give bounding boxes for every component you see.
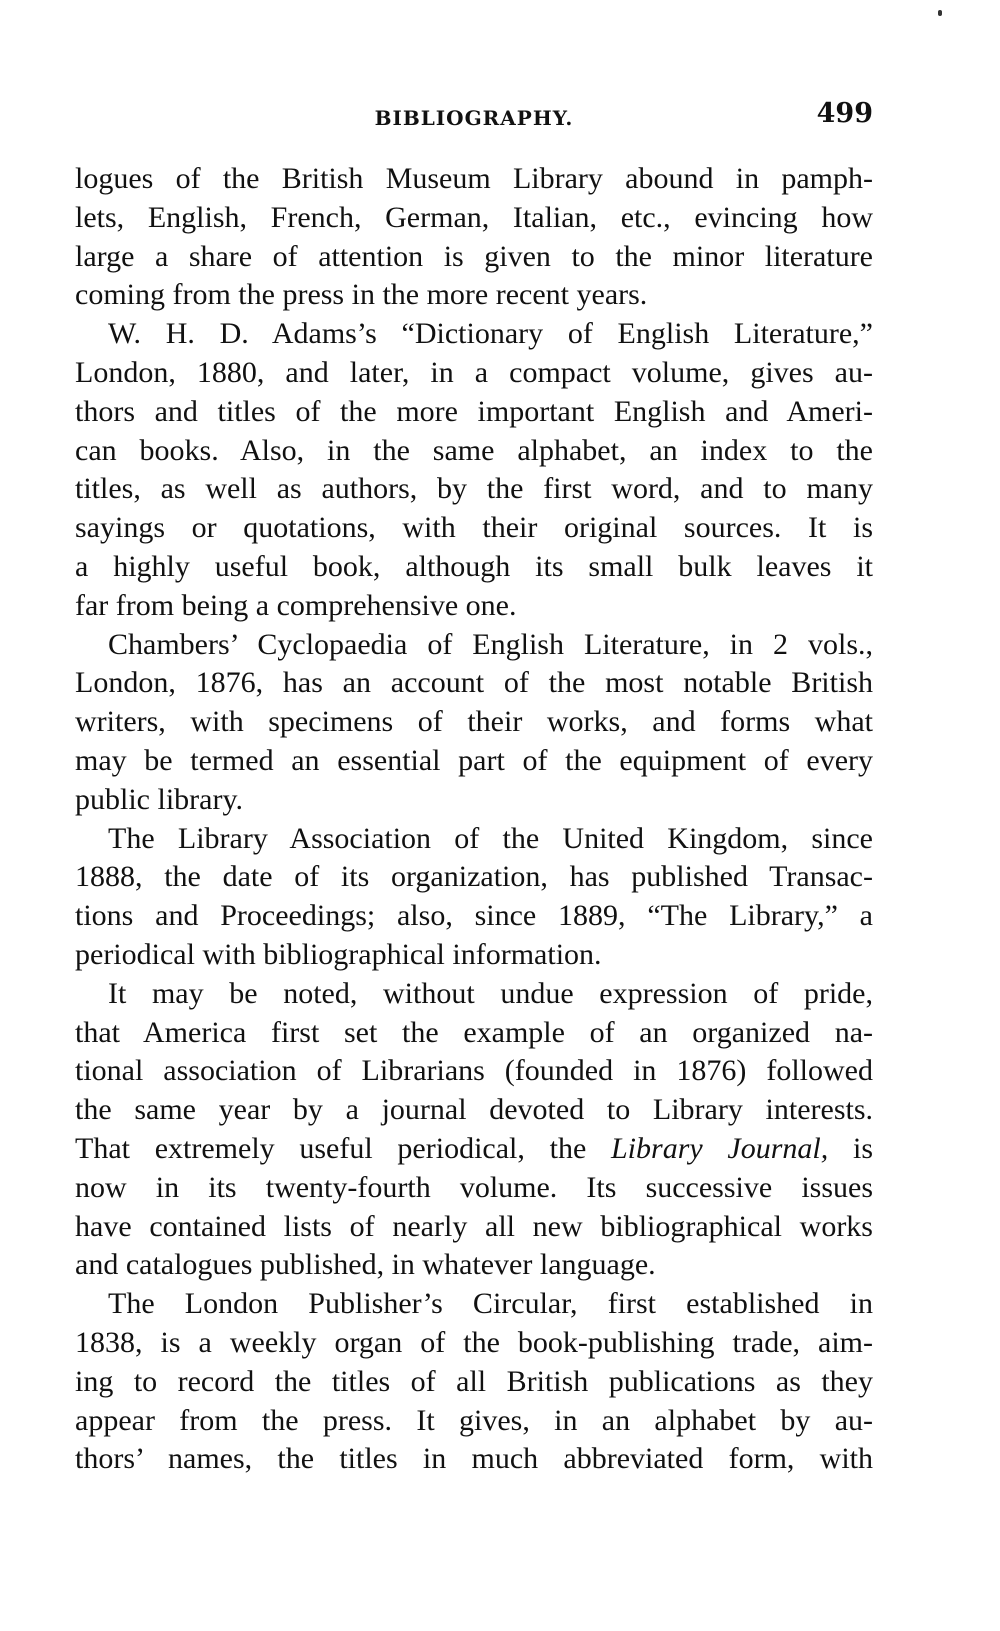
page-number: 499	[816, 98, 873, 129]
text-line: W. H. D. Adams’s “Dictionary of English Literature,”	[108, 317, 873, 351]
text-line: appear from the press. It gives, in an alphabet by au-	[75, 1403, 873, 1437]
text-segment: is	[852, 1131, 873, 1165]
text-line: logues of the British Museum Library abound in pamph-	[75, 162, 873, 195]
text-line: ing to record the titles of all British publications as they	[75, 1364, 873, 1398]
text-line: coming from the press in the more recent years.	[75, 278, 648, 312]
text-line: a highly useful book, although its small bulk leaves it	[75, 549, 873, 583]
text-line: London, 1876, has an account of the most notable British	[75, 666, 873, 700]
text-line: sayings or quotations, with their original sources. It is	[75, 511, 873, 545]
text-line: may be termed an essential part of the equipment of every	[75, 743, 873, 777]
text-line: 1838, is a weekly organ of the book-publishing trade, aim-	[75, 1325, 873, 1359]
text-line: public library.	[75, 782, 244, 816]
text-line: 1888, the date of its organization, has published Transac-	[75, 860, 873, 894]
text-line: periodical with bibliographical information.	[75, 937, 602, 971]
text-line: that America first set the example of an organized na-	[75, 1015, 873, 1049]
text-line-with-italic	[75, 1130, 873, 1169]
text-line: tions and Proceedings; also, since 1889, “The Library,” a	[75, 899, 873, 933]
text-line: have contained lists of nearly all new bibliographical works	[75, 1209, 873, 1243]
text-line: tional association of Librarians (founded in 1876) followed	[75, 1054, 873, 1088]
running-head	[75, 98, 873, 138]
italic-title: Library Journal,	[611, 1131, 829, 1165]
text-line: Chambers’ Cyclopaedia of English Literature, in 2 vols.,	[108, 627, 873, 661]
text-line: London, 1880, and later, in a compact volume, gives au-	[75, 355, 873, 389]
text-line: The London Publisher’s Circular, first established in	[108, 1287, 873, 1321]
text-line: large a share of attention is given to the minor literature	[75, 239, 873, 273]
text-line: far from being a comprehensive one.	[75, 588, 517, 622]
text-line: can books. Also, in the same alphabet, an index to the	[75, 433, 873, 467]
text-line: and catalogues published, in whatever language.	[75, 1248, 656, 1282]
text-line: writers, with specimens of their works, and forms what	[75, 705, 873, 739]
text-line: It may be noted, without undue expression of pride,	[108, 976, 873, 1010]
text-segment: That extremely useful periodical, the	[75, 1131, 587, 1165]
running-title: BIBLIOGRAPHY.	[374, 106, 574, 130]
text-line: The Library Association of the United Kingdom, since	[108, 821, 873, 855]
body-text	[75, 160, 873, 1479]
text-line: lets, English, French, German, Italian, etc., evincing how	[75, 200, 873, 234]
text-line: now in its twenty-fourth volume. Its successive issues	[75, 1170, 873, 1204]
text-line: thors and titles of the more important English and Ameri-	[75, 394, 873, 428]
text-line: thors’ names, the titles in much abbreviated form, with	[75, 1442, 873, 1476]
text-line: the same year by a journal devoted to Library interests.	[75, 1093, 873, 1127]
text-line: titles, as well as authors, by the first word, and to many	[75, 472, 873, 506]
ink-mark	[938, 10, 942, 16]
